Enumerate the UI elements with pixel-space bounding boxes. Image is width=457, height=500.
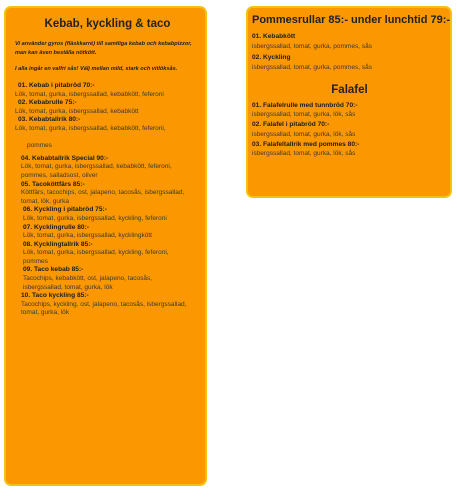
- menu-item-desc: Köttfärs, tacochips, ost, jalapeno, tacosås, isbergssallad,: [21, 189, 185, 197]
- menu-item-07: [15, 224, 200, 241]
- menu-item-name: 01. Falafelrulle med tunnbröd 70:-: [252, 101, 358, 109]
- falafel-item-02: [252, 120, 447, 139]
- menu-item-desc: Lök, tomat, gurka, isbergssallad, kebabkött, feferoni,: [15, 124, 166, 132]
- menu-item-name: 03. Kebabtallrik 80:-: [18, 116, 81, 124]
- menu-item-desc: Lök, tomat, gurka, isbergssallad, kebabkött, feferoni: [15, 90, 164, 98]
- menu-item-desc: isbergssallad, tomat, gurka, pommes, sås: [252, 42, 372, 50]
- menu-item-08: [15, 241, 200, 267]
- menu-item-name: 08. Kycklingtallrik 85:-: [23, 240, 93, 248]
- menu-item-desc-extra: tomat, lök, gurka: [21, 197, 70, 205]
- menu-item-name: 06. Kyckling i pitabröd 75:-: [23, 206, 107, 214]
- menu-item-desc-extra: pommes: [27, 142, 52, 150]
- menu-item-name: 02. Kyckling: [252, 54, 291, 62]
- pommes-item-01: [252, 32, 447, 51]
- menu-item-02: [15, 99, 200, 116]
- menu-item-05: [15, 181, 200, 207]
- menu-item-06: [15, 206, 200, 223]
- menu-item-name: 03. Falafeltallrik med pommes 80:-: [252, 140, 360, 148]
- menu-item-name: 07. Kycklingrulle 80:-: [23, 223, 89, 231]
- menu-item-name: 02. Falafel i pitabröd 70:-: [252, 121, 330, 129]
- menu-item-desc: Lök, tomat, gurka, isbergssallad, kycklingkött: [23, 232, 152, 240]
- intro-text-sauce: I alla ingår en valfri sås! Välj mellan mild, stark och vitlöksås.: [15, 66, 178, 72]
- menu-item-desc: isbergssallad, tomat, gurka, lök, sås: [252, 150, 356, 158]
- menu-item-desc: Lök, tomat, gurka, isbergssallad, kebabkött, feferoni,: [21, 163, 172, 171]
- menu-item-name: 05. Tacoköttfärs 85:-: [21, 180, 85, 188]
- menu-item-10: [15, 292, 200, 318]
- menu-item-04: [15, 155, 200, 181]
- menu-item-name: 01. Kebabkött: [252, 33, 296, 40]
- menu-item-desc: Tacochips, kyckling, ost, jalapeno, tacosås, isbergssallad,: [21, 300, 187, 308]
- menu-item-09: [15, 266, 200, 292]
- menu-item-desc-extra: isbergssallad, tomat, gurka, lök: [23, 283, 113, 291]
- menu-item-name: 01. Kebab i pitabröd 70:-: [18, 82, 95, 89]
- menu-item-desc: Lök, tomat, gurka, isbergssallad, kyckling, feferoni: [23, 214, 167, 222]
- menu-item-name: 04. Kebabtallrik Special 90:-: [21, 154, 109, 162]
- menu-item-desc-extra: pommes, salladsost, oliver: [21, 171, 98, 179]
- menu-item-desc: Lök, tomat, gurka, isbergssallad, kyckling, feferoni,: [23, 249, 169, 257]
- intro-text-gyros: Vi använder gyros (fläskkarré) till samtliga kebab och kebabpizzor, man kan även beställa nötkött.: [15, 41, 192, 56]
- menu-item-desc: isbergssallad, tomat, gurka, lök, sås: [252, 130, 356, 138]
- falafel-item-01: [252, 101, 447, 120]
- menu-item-desc-extra: pommes: [23, 257, 48, 265]
- menu-item-01: [15, 82, 200, 99]
- kebab-card-title: Kebab, kyckling & taco: [44, 18, 171, 30]
- menu-item-desc: Tacochips, kebabkött, ost, jalapeno, tacosås,: [23, 275, 152, 283]
- kebab-menu-card: [4, 6, 207, 486]
- menu-item-desc: isbergssallad, tomat, gurka, lök, sås: [252, 111, 356, 119]
- falafel-item-03: [252, 140, 447, 159]
- menu-item-spacer: [15, 134, 200, 143]
- pommes-item-02: [252, 53, 447, 72]
- menu-item-desc-extra: tomat, gurka, lök: [21, 309, 70, 317]
- menu-item-name: 02. Kebabrulle 75:-: [18, 99, 77, 107]
- falafel-section-title: Falafel: [331, 83, 368, 96]
- menu-item-name: 09. Taco kebab 85:-: [23, 266, 84, 274]
- menu-item-03: [15, 116, 200, 150]
- menu-item-name: 10. Taco kyckling 85:-: [21, 292, 89, 300]
- pommes-card-title: Pommesrullar 85:- under lunchtid 79:-: [252, 14, 451, 26]
- pommes-falafel-card: [246, 6, 452, 198]
- menu-item-desc: Lök, tomat, gurka, isbergssallad, kebabkött: [15, 107, 139, 115]
- menu-item-desc: isbergssallad, tomat, gurka, pommes, sås: [252, 63, 372, 71]
